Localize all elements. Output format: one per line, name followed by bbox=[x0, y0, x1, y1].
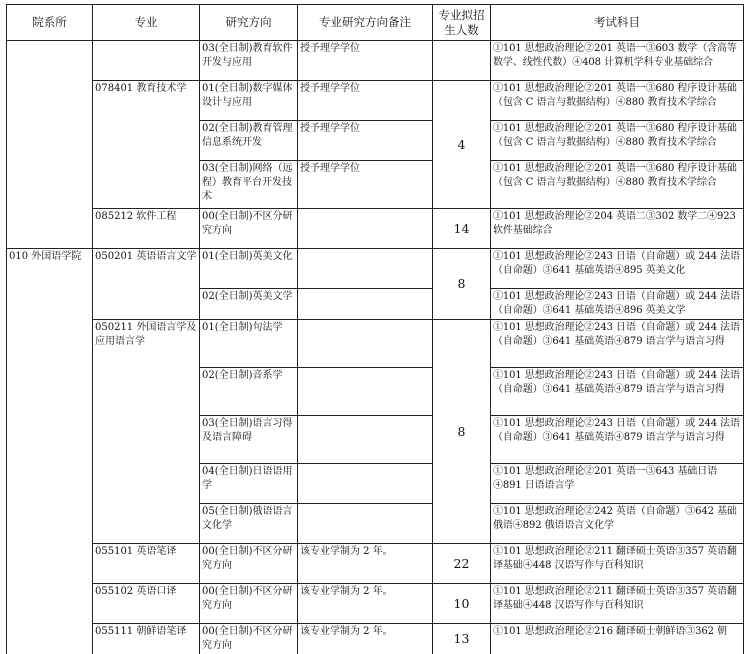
direction-cell: 01(全日制)英美文化 bbox=[200, 249, 298, 289]
exam-cell: ①101 思想政治理论②201 英语一③680 程序设计基础（包含 C 语言与数据结构）④880 教育技术学综合 bbox=[491, 81, 744, 121]
admissions-catalog-page bbox=[6, 4, 743, 654]
direction-cell: 00(全日制)不区分研究方向 bbox=[200, 209, 298, 249]
quota-cell: 4 bbox=[433, 81, 491, 209]
quota-cell: 8 bbox=[433, 249, 491, 320]
major-cell bbox=[93, 41, 200, 81]
exam-cell: ①101 思想政治理论②243 日语（自命题）或 244 法语（自命题）③641 基础英语④879 语言学与语言习得 bbox=[491, 416, 744, 464]
direction-cell: 01(全日制)数字媒体设计与应用 bbox=[200, 81, 298, 121]
exam-cell: ①101 思想政治理论②211 翻译硕士英语③357 英语翻译基础④448 汉语写作与百科知识 bbox=[491, 584, 744, 624]
remark-cell bbox=[298, 249, 433, 289]
exam-cell: ①101 思想政治理论②243 日语（自命题）或 244 法语（自命题）③641 基础英语④879 语言学与语言习得 bbox=[491, 320, 744, 368]
major-cell: 078401 教育技术学 bbox=[93, 81, 200, 209]
remark-cell: 该专业学制为 2 年。 bbox=[298, 544, 433, 584]
major-cell: 050211 外国语言学及应用语言学 bbox=[93, 320, 200, 544]
remark-cell bbox=[298, 504, 433, 544]
direction-cell: 03(全日制)网络（远程）教育平台开发技术 bbox=[200, 161, 298, 209]
remark-cell bbox=[298, 416, 433, 464]
header-remark: 专业研究方向备注 bbox=[298, 5, 433, 41]
quota-cell bbox=[433, 41, 491, 81]
major-cell: 055101 英语笔译 bbox=[93, 544, 200, 584]
direction-cell: 03(全日制)教育软件开发与应用 bbox=[200, 41, 298, 81]
remark-cell bbox=[298, 289, 433, 320]
exam-cell: ①101 思想政治理论②201 英语一③680 程序设计基础（包含 C 语言与数据结构）④880 教育技术学综合 bbox=[491, 161, 744, 209]
table-row bbox=[7, 320, 744, 368]
direction-cell: 04(全日制)日语语用学 bbox=[200, 464, 298, 504]
exam-subjects-table bbox=[6, 4, 744, 654]
direction-cell: 05(全日制)俄语语言文化学 bbox=[200, 504, 298, 544]
exam-cell: ①101 思想政治理论②201 英语一③603 数学（含高等数学、线性代数）④408 计算机学科专业基础综合 bbox=[491, 41, 744, 81]
direction-cell: 01(全日制)句法学 bbox=[200, 320, 298, 368]
remark-cell: 授予理学学位 bbox=[298, 41, 433, 81]
remark-cell: 授予理学学位 bbox=[298, 121, 433, 161]
exam-cell: ①101 思想政治理论②201 英语一③680 程序设计基础（包含 C 语言与数据结构）④880 教育技术学综合 bbox=[491, 121, 744, 161]
direction-cell: 03(全日制)语言习得及语言障碍 bbox=[200, 416, 298, 464]
remark-cell: 该专业学制为 2 年。 bbox=[298, 624, 433, 654]
remark-cell bbox=[298, 464, 433, 504]
header-direction: 研究方向 bbox=[200, 5, 298, 41]
exam-cell: ①101 思想政治理论②211 翻译硕士英语③357 英语翻译基础④448 汉语写作与百科知识 bbox=[491, 544, 744, 584]
exam-cell: ①101 思想政治理论②243 日语（自命题）或 244 法语（自命题）③641 基础英语④895 英美文化 bbox=[491, 249, 744, 289]
header-quota: 专业拟招 生人数 bbox=[433, 5, 491, 41]
exam-cell: ①101 思想政治理论②216 翻译硕士朝鲜语③362 朝 bbox=[491, 624, 744, 654]
dept-cell bbox=[7, 41, 93, 249]
direction-cell: 02(全日制)教育管理信息系统开发 bbox=[200, 121, 298, 161]
exam-cell: ①101 思想政治理论②243 日语（自命题）或 244 法语（自命题）③641 基础英语④879 语言学与语言习得 bbox=[491, 368, 744, 416]
exam-cell: ①101 思想政治理论②204 英语二③302 数学二④923 软件基础综合 bbox=[491, 209, 744, 249]
header-dept: 院系所 bbox=[7, 5, 93, 41]
direction-cell: 00(全日制)不区分研究方向 bbox=[200, 544, 298, 584]
exam-cell: ①101 思想政治理论②243 日语（自命题）或 244 法语（自命题）③641 基础英语④896 英美文学 bbox=[491, 289, 744, 320]
direction-cell: 00(全日制)不区分研究方向 bbox=[200, 584, 298, 624]
remark-cell bbox=[298, 320, 433, 368]
table-header-row bbox=[7, 5, 744, 41]
remark-cell: 该专业学制为 2 年。 bbox=[298, 584, 433, 624]
table-row bbox=[7, 41, 744, 81]
remark-cell bbox=[298, 209, 433, 249]
table-row bbox=[7, 584, 744, 624]
major-cell: 085212 软件工程 bbox=[93, 209, 200, 249]
quota-cell: 14 bbox=[433, 209, 491, 249]
direction-cell: 02(全日制)音系学 bbox=[200, 368, 298, 416]
quota-cell: 10 bbox=[433, 584, 491, 624]
major-cell: 050201 英语语言文学 bbox=[93, 249, 200, 320]
major-cell: 055102 英语口译 bbox=[93, 584, 200, 624]
table-row bbox=[7, 624, 744, 654]
table-row bbox=[7, 209, 744, 249]
exam-cell: ①101 思想政治理论②242 英语（自命题）③642 基础俄语④892 俄语语言文化学 bbox=[491, 504, 744, 544]
remark-cell bbox=[298, 368, 433, 416]
remark-cell: 授予理学学位 bbox=[298, 81, 433, 121]
major-cell: 055111 朝鲜语笔译 bbox=[93, 624, 200, 654]
direction-cell: 02(全日制)英美文学 bbox=[200, 289, 298, 320]
quota-cell: 13 bbox=[433, 624, 491, 654]
header-major: 专业 bbox=[93, 5, 200, 41]
table-row bbox=[7, 81, 744, 121]
direction-cell: 00(全日制)不区分研究方向 bbox=[200, 624, 298, 654]
exam-cell: ①101 思想政治理论②201 英语一③643 基础日语④891 日语语言学 bbox=[491, 464, 744, 504]
quota-cell: 8 bbox=[433, 320, 491, 544]
header-exam: 考试科目 bbox=[491, 5, 744, 41]
table-row bbox=[7, 544, 744, 584]
remark-cell: 授予理学学位 bbox=[298, 161, 433, 209]
table-row bbox=[7, 249, 744, 289]
dept-cell: 010 外国语学院 bbox=[7, 249, 93, 654]
quota-cell: 22 bbox=[433, 544, 491, 584]
